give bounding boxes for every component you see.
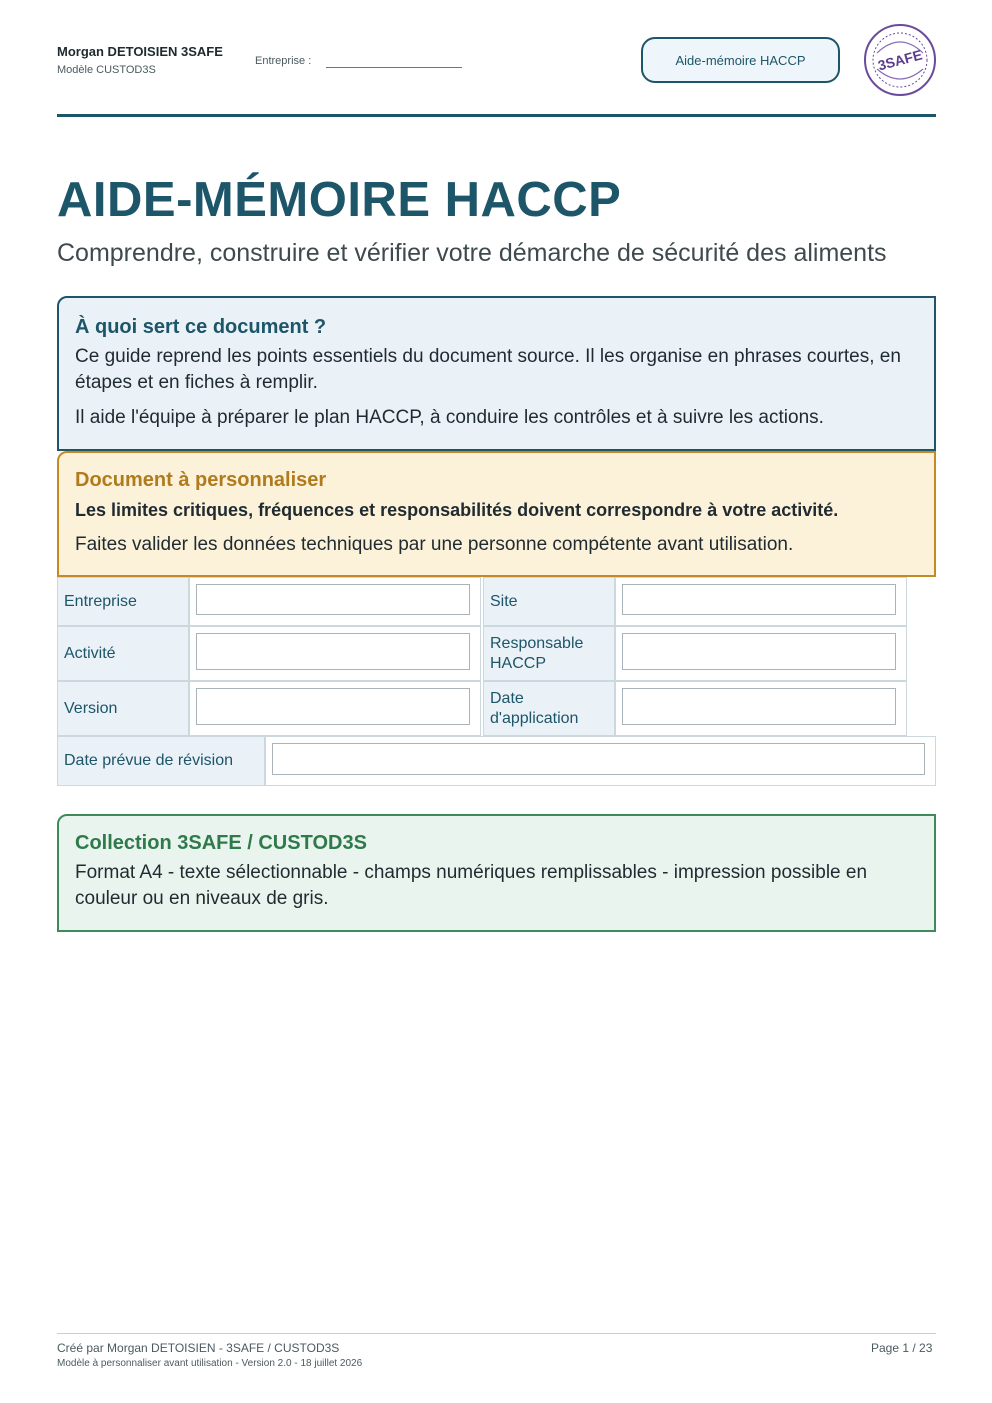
version-field-cell	[189, 681, 481, 736]
version-label: Version	[57, 681, 189, 736]
application-date-input[interactable]	[622, 688, 896, 725]
revision-date-field-cell	[265, 736, 936, 786]
company-input[interactable]	[196, 584, 470, 615]
purpose-heading: À quoi sert ce document ?	[75, 316, 327, 338]
page-number: Page 1 / 23	[871, 1341, 933, 1355]
customize-box	[57, 451, 936, 577]
haccp-manager-input[interactable]	[622, 633, 896, 670]
page-subtitle: Comprendre, construire et vérifier votre démarche de sécurité des aliments	[57, 239, 887, 267]
version-input[interactable]	[196, 688, 470, 725]
revision-date-input[interactable]	[272, 743, 925, 775]
company-header-line	[326, 67, 462, 68]
customize-text-2: Faites valider les données techniques par une personne compétente avant utilisation.	[75, 534, 794, 555]
purpose-text-2: Il aide l'équipe à préparer le plan HACCP, à conduire les contrôles et à suivre les actions.	[75, 407, 824, 428]
collection-heading: Collection 3SAFE / CUSTOD3S	[75, 832, 367, 854]
header-divider	[57, 114, 936, 117]
site-field-cell	[615, 577, 907, 626]
collection-box	[57, 814, 936, 932]
3safe-logo	[863, 23, 937, 97]
company-header-label: Entreprise :	[255, 55, 312, 67]
footer-credit: Créé par Morgan DETOISIEN - 3SAFE / CUSTOD3S	[57, 1341, 340, 1355]
application-date-field-cell	[615, 681, 907, 736]
application-date-label: Date d'application	[483, 681, 615, 736]
document-badge: Aide-mémoire HACCP	[641, 37, 840, 83]
customize-text-1: Les limites critiques, fréquences et responsabilités doivent correspondre à votre activité.	[75, 500, 839, 520]
footer-version: Modèle à personnaliser avant utilisation - Version 2.0 - 18 juillet 2026	[57, 1358, 363, 1369]
site-input[interactable]	[622, 584, 896, 615]
purpose-box	[57, 296, 936, 451]
haccp-manager-label: Responsable HACCP	[483, 626, 615, 681]
haccp-manager-field-cell	[615, 626, 907, 681]
activity-label: Activité	[57, 626, 189, 681]
footer-divider	[57, 1333, 936, 1334]
site-label: Site	[483, 577, 615, 626]
page-title: AIDE-MÉMOIRE HACCP	[57, 173, 622, 227]
activity-field-cell	[189, 626, 481, 681]
collection-text: Format A4 - texte sélectionnable - champs numériques remplissables - impression possible en couleur ou en niveaux de gris.	[75, 862, 868, 909]
revision-date-label: Date prévue de révision	[57, 736, 265, 786]
company-field-cell	[189, 577, 481, 626]
company-label: Entreprise	[57, 577, 189, 626]
logo-wordmark: 3SAFE	[876, 46, 924, 74]
author-name: Morgan DETOISIEN 3SAFE	[57, 44, 223, 59]
purpose-text-1: Ce guide reprend les points essentiels du document source. Il les organise en phrases courtes, en étapes et en fiches à remplir.	[75, 346, 901, 393]
activity-input[interactable]	[196, 633, 470, 670]
model-name: Modèle CUSTOD3S	[57, 64, 156, 76]
customize-heading: Document à personnaliser	[75, 469, 327, 491]
